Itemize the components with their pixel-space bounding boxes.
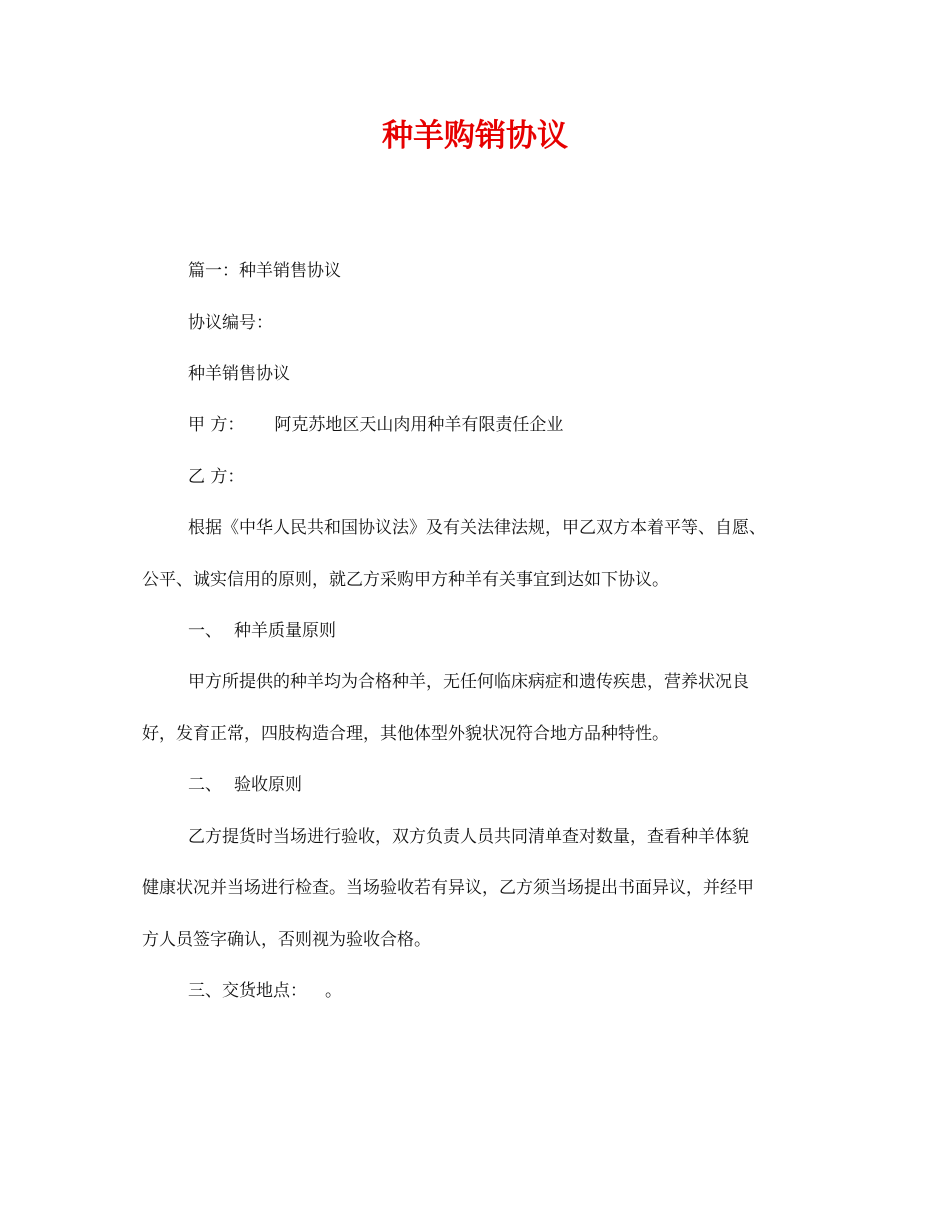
clause-2-line-2: 健康状况并当场进行检查。当场验收若有异议，乙方须当场提出书面异议，并经甲: [142, 878, 754, 898]
clause-2-line-1: 乙方提货时当场进行验收，双方负责人员共同清单查对数量，查看种羊体貌: [188, 827, 749, 847]
clause-2-number: 二、: [188, 775, 222, 795]
preamble-line-2: 公平、诚实信用的原则，就乙方采购甲方种羊有关事宜到达如下协议。: [142, 570, 669, 590]
preamble-line-1: 根据《中华人民共和国协议法》及有关法律法规，甲乙双方本着平等、自愿、: [188, 518, 766, 538]
party-a-line: [188, 413, 563, 437]
clause-1-title: 种羊质量原则: [234, 621, 336, 641]
party-b-label: 乙 方：: [188, 467, 245, 487]
party-a-label: 甲 方：: [188, 415, 245, 435]
clause-2-heading: [188, 773, 302, 797]
clause-2-line-3: 方人员签字确认，否则视为验收合格。: [142, 930, 431, 950]
agreement-number-label: 协议编号：: [188, 313, 273, 333]
clause-1-heading: [188, 619, 336, 643]
clause-3-line: [188, 979, 342, 1003]
clause-1-number: 一、: [188, 621, 222, 641]
document-title: 种羊购销协议: [382, 118, 568, 154]
section-heading: 篇一：种羊销售协议: [188, 261, 341, 281]
clause-1-line-2: 好，发育正常，四肢构造合理，其他体型外貌状况符合地方品种特性。: [142, 724, 669, 744]
clause-3-label: 三、交货地点：: [188, 981, 307, 1001]
party-a-name: 阿克苏地区天山肉用种羊有限责任企业: [274, 415, 564, 435]
clause-2-title: 验收原则: [234, 775, 302, 795]
clause-3-value: 。: [325, 981, 342, 1001]
clause-1-line-1: 甲方所提供的种羊均为合格种羊，无任何临床病症和遗传疾患，营养状况良: [188, 672, 749, 692]
agreement-name: 种羊销售协议: [188, 364, 290, 384]
